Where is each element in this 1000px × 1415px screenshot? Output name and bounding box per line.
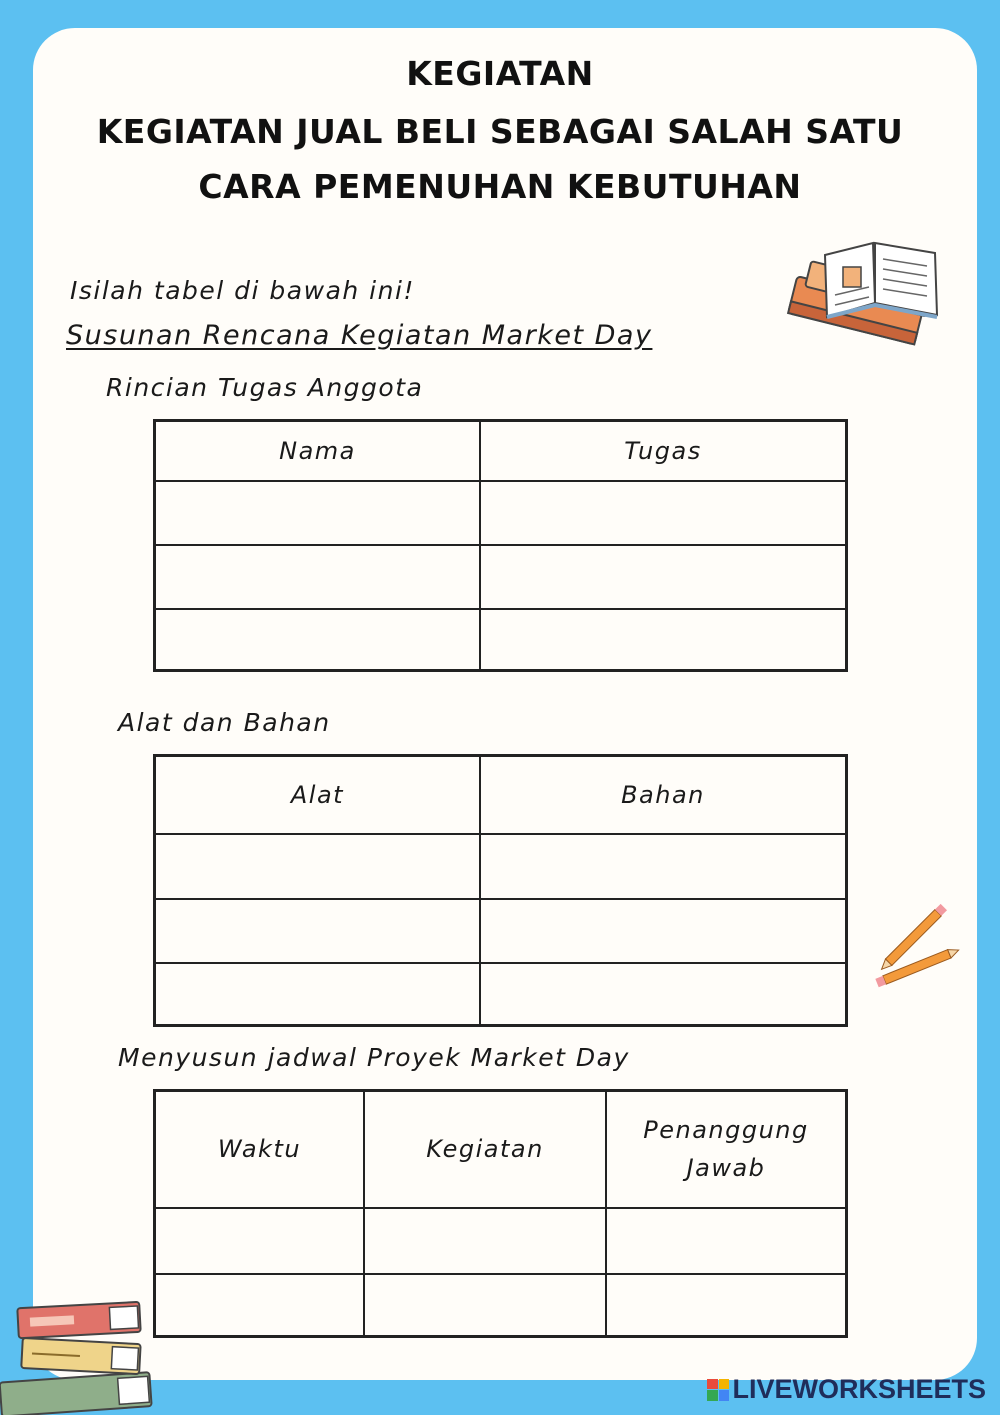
title-line-1: KEGIATAN <box>406 54 594 93</box>
table-row <box>155 609 847 671</box>
column-header-penanggung: Penanggung <box>643 1116 809 1145</box>
column-header-bahan: Bahan <box>480 756 847 834</box>
table-row <box>155 834 847 899</box>
column-header-waktu: Waktu <box>155 1091 365 1208</box>
table-row <box>155 963 847 1026</box>
input-cell[interactable] <box>155 963 481 1026</box>
table-row <box>155 1274 847 1337</box>
input-cell[interactable] <box>155 545 481 609</box>
section-label-tugas: Rincian Tugas Anggota <box>106 373 424 402</box>
tools-table <box>153 754 848 1027</box>
table-row <box>155 1208 847 1274</box>
table-row <box>155 545 847 609</box>
input-cell[interactable] <box>155 899 481 963</box>
task-table <box>153 419 848 672</box>
input-cell[interactable] <box>480 899 847 963</box>
input-cell[interactable] <box>480 834 847 899</box>
input-cell[interactable] <box>606 1208 847 1274</box>
input-cell[interactable] <box>480 545 847 609</box>
column-header-kegiatan: Kegiatan <box>364 1091 606 1208</box>
pencils-icon <box>868 895 963 990</box>
input-cell[interactable] <box>155 1274 365 1337</box>
input-cell[interactable] <box>480 481 847 545</box>
liveworksheets-icon <box>707 1379 729 1401</box>
table-row <box>155 899 847 963</box>
table-row <box>155 481 847 545</box>
column-header-jawab: Jawab <box>686 1154 766 1183</box>
title-line-3: CARA PEMENUHAN KEBUTUHAN <box>198 167 802 206</box>
book-stack-icon <box>0 1295 160 1415</box>
brand-text: LIVEWORKSHEETS <box>732 1374 986 1404</box>
brand-logo[interactable] <box>707 1374 986 1405</box>
input-cell[interactable] <box>155 481 481 545</box>
input-cell[interactable] <box>364 1208 606 1274</box>
input-cell[interactable] <box>606 1274 847 1337</box>
title-line-2: KEGIATAN JUAL BELI SEBAGAI SALAH SATU <box>96 112 904 151</box>
section-label-alat: Alat dan Bahan <box>118 708 331 737</box>
input-cell[interactable] <box>480 609 847 671</box>
input-cell[interactable] <box>155 834 481 899</box>
input-cell[interactable] <box>155 1208 365 1274</box>
input-cell[interactable] <box>480 963 847 1026</box>
instruction-text: Isilah tabel di bawah ini! <box>70 276 415 305</box>
column-header-penanggung-jawab <box>606 1091 847 1208</box>
column-header-tugas: Tugas <box>480 421 847 481</box>
books-open-icon <box>785 225 960 355</box>
column-header-nama: Nama <box>155 421 481 481</box>
schedule-table <box>153 1089 848 1338</box>
plan-title: Susunan Rencana Kegiatan Market Day <box>66 320 653 351</box>
input-cell[interactable] <box>155 609 481 671</box>
input-cell[interactable] <box>364 1274 606 1337</box>
column-header-alat: Alat <box>155 756 481 834</box>
section-label-jadwal: Menyusun jadwal Proyek Market Day <box>118 1043 630 1072</box>
